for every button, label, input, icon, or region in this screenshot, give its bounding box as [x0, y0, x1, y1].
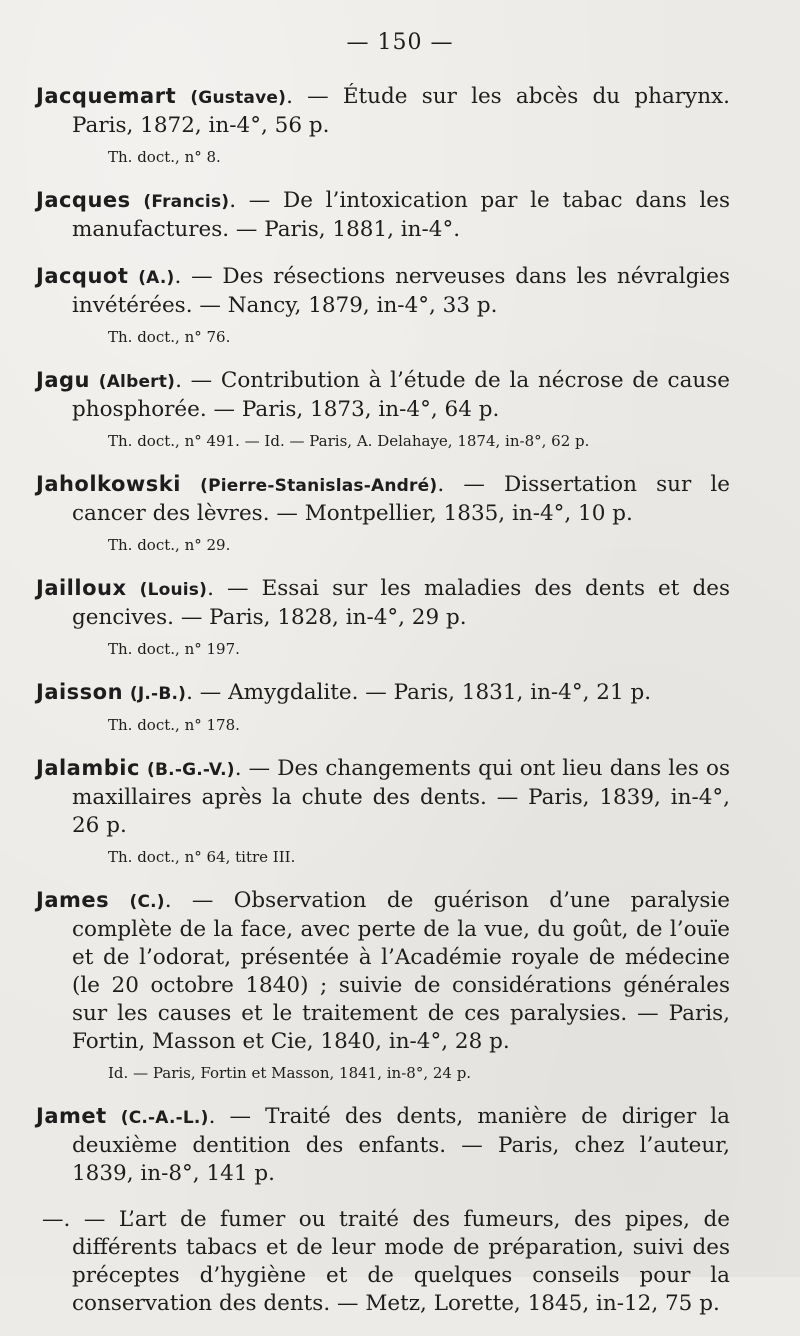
entry-body: . — Traité des dents, manière de diriger la deuxième dentition des enfants. — Paris, chez l’auteur, 1839, in-8°, 141 p.: [72, 1104, 730, 1186]
entry-note: Th. doct., n° 491. — Id. — Paris, A. Delahaye, 1874, in-8°, 62 p.: [108, 432, 590, 450]
entry-note: Th. doct., n° 76.: [108, 328, 231, 346]
entry-body: . — Amygdalite. — Paris, 1831, in-4°, 21 p.: [186, 680, 652, 705]
author-given: (A.): [138, 268, 175, 288]
entry-text: [36, 886, 730, 1056]
entry-body: . — Essai sur les maladies des dents et des gencives. — Paris, 1828, in-4°, 29 p.: [72, 576, 730, 630]
entry-text: [36, 678, 730, 708]
entry-jamet-continued: [36, 1206, 730, 1318]
entry-body: — L’art de fumer ou traité des fumeurs, des pipes, de différents tabacs et de leur mode de préparation, suivi des préceptes d’hygiène et de quelques conseils pour la conservation des dents. — Metz, Lorette, 1845, in-12, 75 p.: [70, 1207, 730, 1316]
entry-jaholkowski: [36, 470, 730, 556]
ditto-dash: —.: [42, 1207, 71, 1232]
author-given: (Pierre-Stanislas-André): [200, 476, 438, 496]
entry-jaisson: [36, 678, 730, 736]
entry-body: . — Étude sur les abcès du pharynx. Paris, 1872, in-4°, 56 p.: [72, 84, 730, 138]
author-given: (Gustave): [190, 88, 287, 108]
author-surname: Jamet: [36, 1104, 107, 1128]
entry-note: Th. doct., n° 64, titre III.: [108, 848, 296, 866]
author-surname: Jacquemart: [36, 84, 177, 108]
author-given: (Francis): [143, 192, 230, 212]
author-surname: Jaisson: [36, 680, 124, 704]
entry-jailloux: [36, 574, 730, 660]
entry-body: . — Contribution à l’étude de la nécrose de cause phosphorée. — Paris, 1873, in-4°, 64 p.: [72, 368, 730, 422]
author-given: (C.-A.-L.): [120, 1108, 209, 1128]
entry-body: . — Observation de guérison d’une paralysie complète de la face, avec perte de la vue, du goût, de l’ouïe et de l’odorat, présentée à l’Académie royale de médecine (le 20 octobre 1840) ; suivie de considérations générales sur les causes et le traitement de ces paralysies. — Paris, Fortin, Masson et Cie, 1840, in-4°, 28 p.: [72, 888, 730, 1054]
entry-text: [36, 262, 730, 320]
entry-body: . — De l’intoxication par le tabac dans les manufactures. — Paris, 1881, in-4°.: [72, 188, 730, 242]
entry-text: [36, 366, 730, 424]
author-given: (Albert): [98, 372, 176, 392]
entry-text: [36, 754, 730, 840]
entry-text: [36, 82, 730, 140]
author-surname: Jagu: [36, 368, 90, 392]
entry-text: [36, 186, 730, 244]
entry-text: [36, 1102, 730, 1188]
entry-body: . — Des changements qui ont lieu dans les os maxillaires après la chute des dents. — Paris, 1839, in-4°, 26 p.: [72, 756, 730, 838]
entry-body: . — Des résections nerveuses dans les névralgies invétérées. — Nancy, 1879, in-4°, 33 p.: [72, 264, 730, 318]
author-surname: James: [36, 888, 110, 912]
author-given: (Louis): [139, 580, 208, 600]
entry-james: [36, 886, 730, 1084]
author-surname: Jacquot: [36, 264, 129, 288]
entry-jamet: [36, 1102, 730, 1188]
entry-note: Th. doct., n° 197.: [108, 640, 240, 658]
bibliography-list: [36, 82, 730, 1336]
entry-note: Th. doct., n° 178.: [108, 716, 240, 734]
entry-text: [36, 574, 730, 632]
entry-text: [36, 470, 730, 528]
entry-jalambic: [36, 754, 730, 868]
entry-jacques: [36, 186, 730, 244]
entry-jacquemart: [36, 82, 730, 168]
author-given: (J.-B.): [129, 684, 187, 704]
page-number: — 150 —: [346, 30, 454, 55]
author-given: (B.-G.-V.): [147, 760, 235, 780]
entry-note: Th. doct., n° 8.: [108, 148, 221, 166]
author-given: (C.): [129, 892, 165, 912]
entry-text: [36, 1206, 730, 1318]
entry-body: . — Dissertation sur le cancer des lèvres. — Montpellier, 1835, in-4°, 10 p.: [72, 472, 730, 526]
entry-jacquot: [36, 262, 730, 348]
entry-note: Th. doct., n° 29.: [108, 536, 231, 554]
entry-jagu: [36, 366, 730, 452]
author-surname: Jacques: [36, 188, 131, 212]
author-surname: Jailloux: [36, 576, 127, 600]
author-surname: Jalambic: [36, 756, 140, 780]
entry-note: Id. — Paris, Fortin et Masson, 1841, in-8°, 24 p.: [108, 1064, 472, 1082]
author-surname: Jaholkowski: [36, 472, 181, 496]
